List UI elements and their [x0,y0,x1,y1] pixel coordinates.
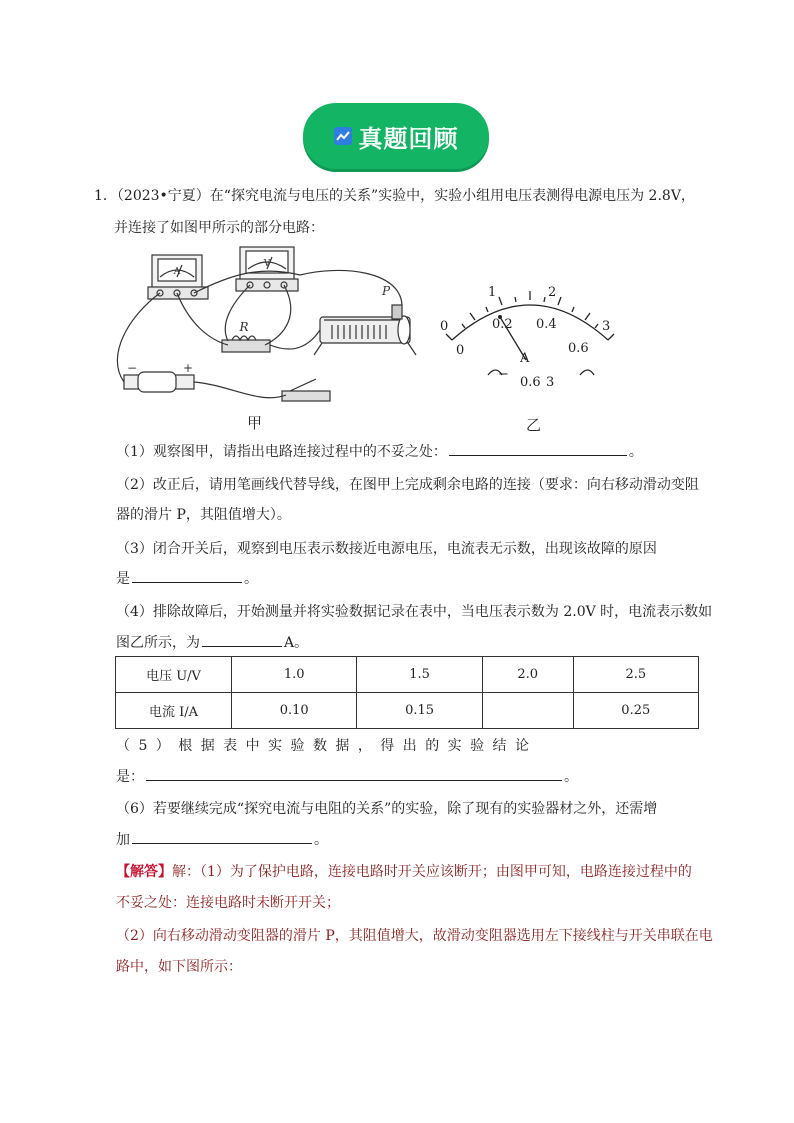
table-row-current [116,693,699,729]
ammeter-dial-figure [430,280,630,400]
dial-terminal-3: 3 [546,375,555,390]
question-2-line1: （2）改正后，请用笔画线代替导线，在图甲上完成剩余电路的连接（要求：向右移动滑动变阻 [116,477,699,493]
banner-title: 真题回顾 [358,124,459,153]
question-5-line2 [116,766,578,787]
answer-blank-3[interactable] [132,568,242,583]
question-2-line2: 器的滑片 P，其阻值增大）。 [116,507,291,523]
answer-tag: 【解答】 [116,864,172,880]
battery-minus-label: − [126,361,138,375]
slider-label: P [381,284,391,298]
dial-bottom-02: 0.2 [492,317,513,332]
dial-terminal-minus: − [498,367,509,382]
question-3-end: 。 [244,571,258,587]
dial-top-1: 1 [488,285,497,300]
chart-trend-icon [334,127,352,145]
question-6-text: 加 [116,832,130,848]
figure-b-caption: 乙 [526,416,542,434]
question-stem-line1: 1．（2023•宁夏）在“探究电流与电压的关系”实验中，实验小组用电压表测得电源电压为 2.8V， [94,188,695,204]
table-row-voltage [116,657,699,693]
table-cell: 1.0 [232,657,357,693]
table-cell: 2.0 [482,657,573,693]
question-4-end: A。 [284,635,309,651]
question-4-line1: （4）排除故障后，开始测量并将实验数据记录在表中，当电压表示数为 2.0V 时，电流表示数如 [116,604,713,620]
question-6-line1: （6）若要继续完成“探究电流与电阻的关系”的实验，除了现有的实验器材之外，还需增 [116,801,658,817]
table-cell-blank[interactable] [482,693,573,729]
question-3-line1: （3）闭合开关后，观察到电压表示数接近电源电压，电流表无示数，出现该故障的原因 [116,541,657,557]
question-1 [116,441,643,462]
question-4-line2 [116,632,308,653]
question-5-text: 是： [116,769,144,785]
table-cell: 0.25 [573,693,698,729]
answer-line1 [116,862,692,882]
section-banner [303,103,489,169]
question-stem-line2: 并连接了如图甲所示的部分电路： [114,220,324,236]
question-6-line2 [116,829,328,850]
battery-plus-label: + [182,361,194,375]
answer-blank-1[interactable] [449,441,627,456]
table-cell: 0.10 [232,693,357,729]
question-5-line1: （ 5 ） 根 据 表 中 实 验 数 据 ， 得 出 的 实 验 结 论 [116,738,532,754]
question-1-text: （1）观察图甲，请指出电路连接过程中的不妥之处： [116,444,447,460]
answer-text-1a: 解：（1）为了保护电路，连接电路时开关应该断开；由图甲可知，电路连接过程中的 [172,864,692,880]
dial-terminal-06: 0.6 [520,375,541,390]
answer-line4: 路中，如下图所示： [116,959,242,975]
question-3-line2 [116,568,258,589]
ammeter-label: A [173,267,181,277]
resistor-label: R [239,320,249,334]
question-5-end: 。 [564,769,578,785]
table-cell: 1.5 [357,657,482,693]
dial-top-3: 3 [602,319,611,334]
circuit-figure [110,245,430,415]
table-cell: 电流 I/A [116,693,232,729]
answer-blank-5[interactable] [146,766,562,781]
dial-top-0: 0 [440,319,449,334]
voltmeter-label: V [263,259,271,269]
question-1-end: 。 [628,444,643,460]
answer-blank-4[interactable] [202,632,282,647]
dial-unit: A [520,351,530,366]
question-4-text: 图乙所示，为 [116,635,200,651]
table-cell: 0.15 [357,693,482,729]
answer-line2: 不妥之处：连接电路时未断开开关； [116,895,340,911]
dial-bottom-04: 0.4 [536,317,557,332]
answer-line3: （2）向右移动滑动变阻器的滑片 P，其阻值增大，故滑动变阻器选用左下接线柱与开关串联在电 [116,928,713,944]
dial-bottom-0: 0 [456,343,465,358]
data-table [115,656,699,729]
table-cell: 2.5 [573,657,698,693]
dial-top-2: 2 [548,285,557,300]
table-cell: 电压 U/V [116,657,232,693]
question-6-end: 。 [314,832,328,848]
answer-blank-6[interactable] [132,829,312,844]
figure-a-caption: 甲 [247,414,263,432]
dial-bottom-06: 0.6 [568,341,589,356]
question-3-text: 是 [116,571,130,587]
